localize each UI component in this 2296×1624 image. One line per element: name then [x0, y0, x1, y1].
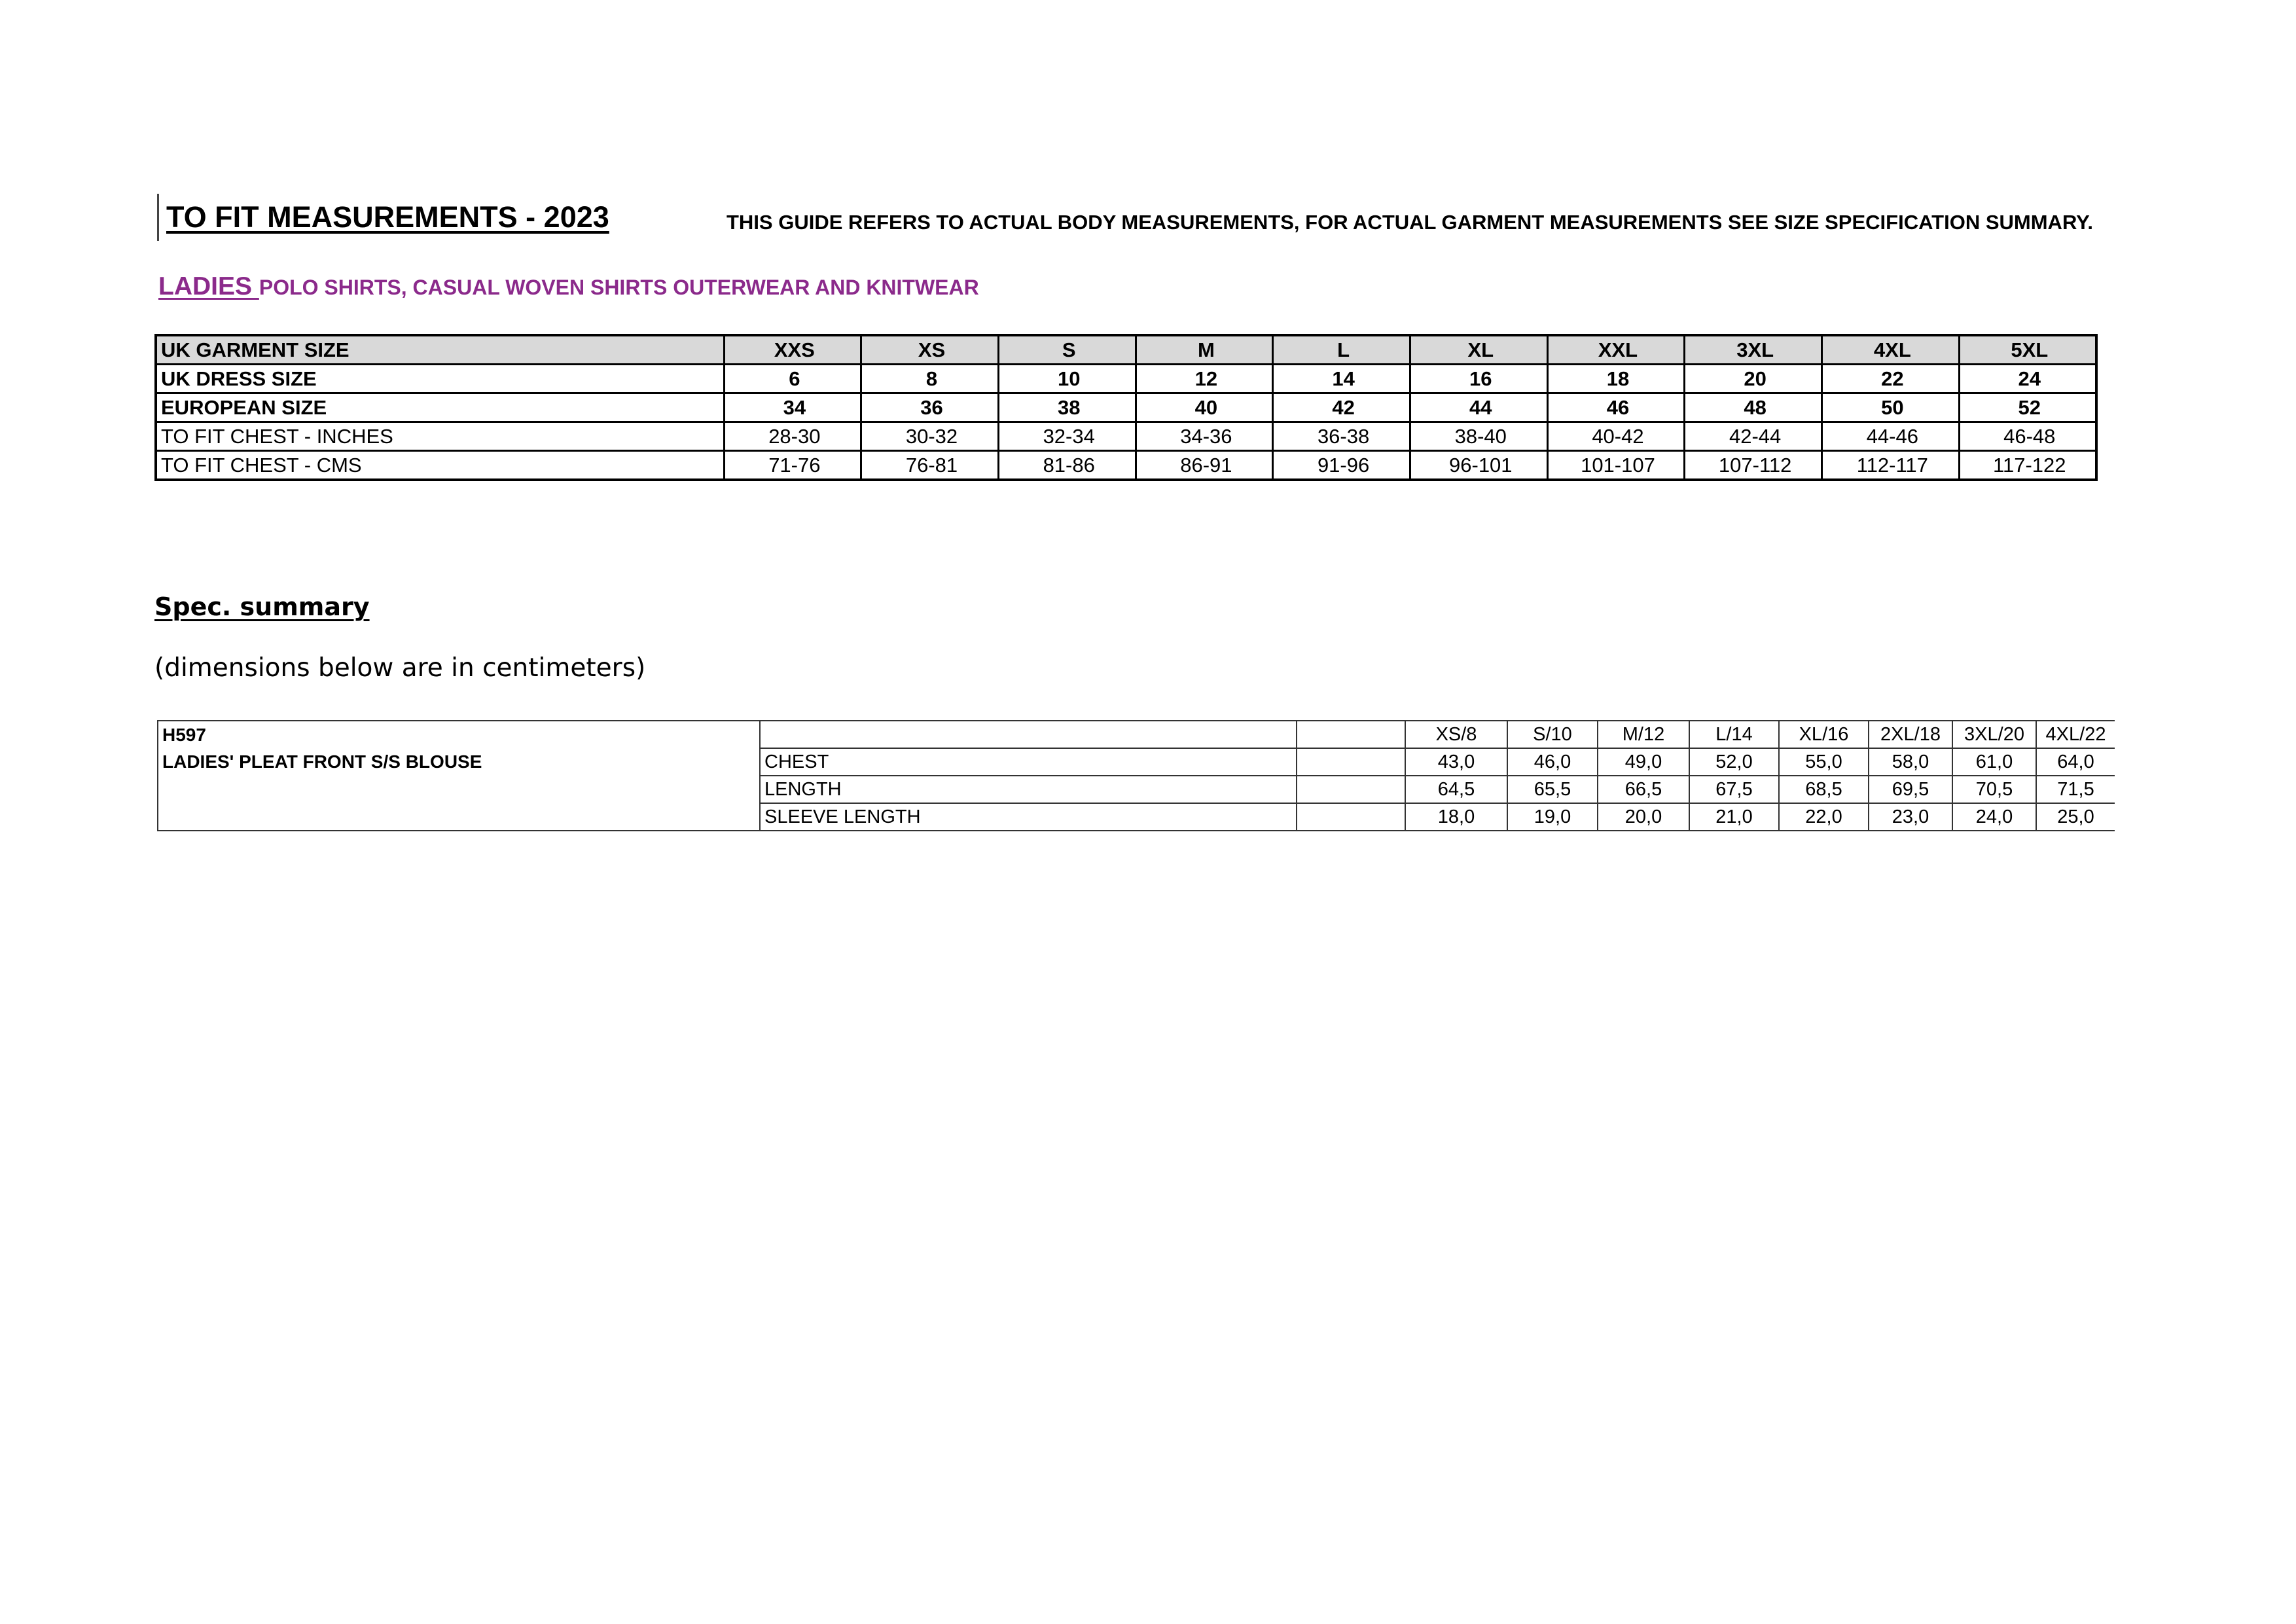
fit-table-cell: 76-81 [861, 451, 999, 480]
fit-table-cell: 44 [1410, 393, 1547, 422]
fit-table-cell: 32-34 [998, 422, 1136, 451]
fit-table-cell: 42-44 [1685, 422, 1822, 451]
empty-cell [158, 776, 760, 803]
fit-table-cell: 50 [1822, 393, 1960, 422]
spec-value-cell: 21,0 [1689, 803, 1779, 831]
fit-table-cell: 96-101 [1410, 451, 1547, 480]
fit-table-cell: 30-32 [861, 422, 999, 451]
spec-value-cell: 66,5 [1598, 776, 1689, 803]
spec-value-cell: 69,5 [1869, 776, 1952, 803]
spec-table-row [158, 748, 2115, 776]
spec-size-header: XS/8 [1405, 721, 1507, 748]
fit-table-cell: 81-86 [998, 451, 1136, 480]
spec-value-cell: 65,5 [1507, 776, 1598, 803]
spec-value-cell: 64,5 [1405, 776, 1507, 803]
spec-size-header: 2XL/18 [1869, 721, 1952, 748]
fit-table-cell: 48 [1685, 393, 1822, 422]
fit-row-label: TO FIT CHEST - INCHES [156, 422, 724, 451]
fit-table-cell: 4XL [1822, 335, 1960, 365]
fit-table-cell: 117-122 [1959, 451, 2096, 480]
spec-header-row [158, 721, 2115, 748]
fit-table-cell: 16 [1410, 365, 1547, 393]
fit-table-cell: 34 [724, 393, 861, 422]
fit-table-cell: 22 [1822, 365, 1960, 393]
fit-row-label: TO FIT CHEST - CMS [156, 451, 724, 480]
fit-row-label: UK GARMENT SIZE [156, 335, 724, 365]
fit-row-label: UK DRESS SIZE [156, 365, 724, 393]
fit-table-cell: 44-46 [1822, 422, 1960, 451]
style-code: H597 [158, 721, 760, 748]
spec-value-cell: 19,0 [1507, 803, 1598, 831]
fit-table-cell: 18 [1547, 365, 1685, 393]
spec-value-cell: 52,0 [1689, 748, 1779, 776]
spec-size-header: 3XL/20 [1952, 721, 2036, 748]
fit-table-cell: 24 [1959, 365, 2096, 393]
fit-table-cell: 71-76 [724, 451, 861, 480]
fit-table-cell: 42 [1273, 393, 1410, 422]
fit-table-row [156, 451, 2096, 480]
spec-value-cell: 23,0 [1869, 803, 1952, 831]
empty-cell [158, 803, 760, 831]
fit-table-cell: 6 [724, 365, 861, 393]
fit-table-cell: 10 [998, 365, 1136, 393]
fit-table-cell: 3XL [1685, 335, 1822, 365]
spec-measure-label: LENGTH [760, 776, 1297, 803]
spec-value-cell: 61,0 [1952, 748, 2036, 776]
spec-value-cell: 18,0 [1405, 803, 1507, 831]
spec-size-header: 4XL/22 [2036, 721, 2115, 748]
spec-size-header: S/10 [1507, 721, 1598, 748]
fit-table-cell: 36 [861, 393, 999, 422]
empty-cell [760, 721, 1297, 748]
fit-table-cell: 38 [998, 393, 1136, 422]
spec-table-row [158, 803, 2115, 831]
fit-table-cell: XXS [724, 335, 861, 365]
guide-note: THIS GUIDE REFERS TO ACTUAL BODY MEASUREMENTS, FOR ACTUAL GARMENT MEASUREMENTS SEE SIZE SPECIFICATION SUMMARY. [726, 211, 2094, 234]
spec-summary-table [157, 720, 2115, 831]
fit-table-cell: 8 [861, 365, 999, 393]
fit-table-cell: 107-112 [1685, 451, 1822, 480]
spec-value-cell: 58,0 [1869, 748, 1952, 776]
fit-table-row [156, 365, 2096, 393]
fit-table-cell: 46-48 [1959, 422, 2096, 451]
spec-value-cell: 64,0 [2036, 748, 2115, 776]
spec-value-cell: 71,5 [2036, 776, 2115, 803]
spec-value-cell: 70,5 [1952, 776, 2036, 803]
fit-table-cell: 5XL [1959, 335, 2096, 365]
spec-table-row [158, 776, 2115, 803]
style-name: LADIES' PLEAT FRONT S/S BLOUSE [158, 748, 760, 776]
fit-measurements-table [154, 334, 2098, 481]
spec-value-cell: 68,5 [1779, 776, 1869, 803]
spec-value-cell: 67,5 [1689, 776, 1779, 803]
section-heading-lead: LADIES [158, 272, 259, 300]
empty-cell [1297, 748, 1405, 776]
fit-table-cell: 52 [1959, 393, 2096, 422]
empty-cell [1297, 803, 1405, 831]
fit-table-cell: 38-40 [1410, 422, 1547, 451]
spec-value-cell: 46,0 [1507, 748, 1598, 776]
fit-table-cell: 46 [1547, 393, 1685, 422]
fit-row-label: EUROPEAN SIZE [156, 393, 724, 422]
fit-table-cell: XXL [1547, 335, 1685, 365]
page-title: TO FIT MEASUREMENTS - 2023 [166, 200, 609, 234]
empty-cell [1297, 776, 1405, 803]
spec-measure-label: SLEEVE LENGTH [760, 803, 1297, 831]
spec-size-header: XL/16 [1779, 721, 1869, 748]
fit-table-cell: S [998, 335, 1136, 365]
section-heading-rest: POLO SHIRTS, CASUAL WOVEN SHIRTS OUTERWEAR AND KNITWEAR [259, 276, 979, 299]
spec-units-note: (dimensions below are in centimeters) [154, 653, 646, 683]
fit-table-cell: XS [861, 335, 999, 365]
fit-table-cell: 34-36 [1136, 422, 1273, 451]
fit-table-cell: 91-96 [1273, 451, 1410, 480]
spec-value-cell: 43,0 [1405, 748, 1507, 776]
fit-table-row [156, 422, 2096, 451]
fit-table-cell: 14 [1273, 365, 1410, 393]
fit-table-cell: L [1273, 335, 1410, 365]
fit-table-cell: 86-91 [1136, 451, 1273, 480]
fit-table-cell: 40 [1136, 393, 1273, 422]
section-heading [158, 272, 979, 301]
fit-table-row [156, 335, 2096, 365]
spec-size-header: M/12 [1598, 721, 1689, 748]
spec-value-cell: 55,0 [1779, 748, 1869, 776]
spec-value-cell: 49,0 [1598, 748, 1689, 776]
fit-table-cell: 28-30 [724, 422, 861, 451]
fit-table-cell: 40-42 [1547, 422, 1685, 451]
spec-summary-title: Spec. summary [154, 592, 370, 621]
spec-size-header: L/14 [1689, 721, 1779, 748]
fit-table-cell: 112-117 [1822, 451, 1960, 480]
header-divider [157, 194, 159, 241]
spec-value-cell: 20,0 [1598, 803, 1689, 831]
fit-table-cell: 101-107 [1547, 451, 1685, 480]
spec-value-cell: 24,0 [1952, 803, 2036, 831]
fit-table-cell: 36-38 [1273, 422, 1410, 451]
fit-table-cell: M [1136, 335, 1273, 365]
fit-table-cell: 20 [1685, 365, 1822, 393]
spec-value-cell: 22,0 [1779, 803, 1869, 831]
spec-value-cell: 25,0 [2036, 803, 2115, 831]
fit-table-cell: XL [1410, 335, 1547, 365]
spec-measure-label: CHEST [760, 748, 1297, 776]
fit-table-row [156, 393, 2096, 422]
fit-table-cell: 12 [1136, 365, 1273, 393]
empty-cell [1297, 721, 1405, 748]
